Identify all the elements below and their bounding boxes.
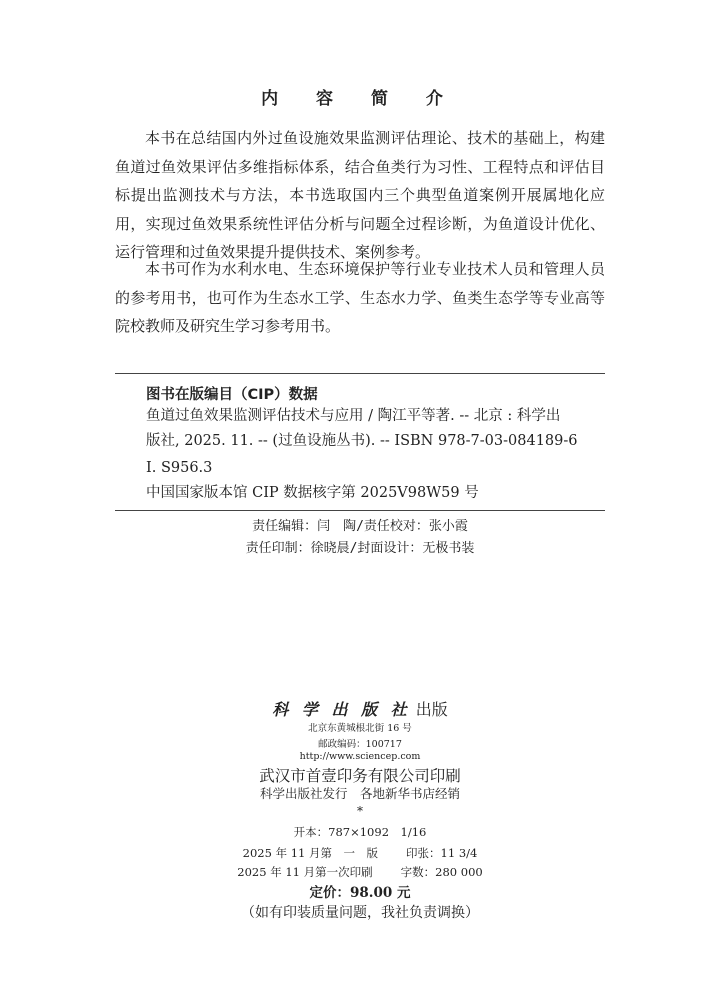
publisher-postcode: 邮政编码：100717 xyxy=(318,739,402,750)
summary-paragraph-2: 本书可作为水利水电、生态环境保护等行业专业技术人员和管理人员的参考用书，也可作为生态水工学、生态水力学、鱼类生态学等专业高等院校教师及研究生学习参考用书。 xyxy=(115,260,605,335)
publisher-suffix: 出版 xyxy=(415,700,448,719)
divider-bottom xyxy=(115,510,605,511)
cip-classification: I. S956.3 xyxy=(146,460,213,476)
sheets-info: 印张：11 3/4 xyxy=(406,846,478,860)
separator-star: * xyxy=(357,804,363,818)
edition-info: 2025 年 11 月第 一 版 xyxy=(242,846,379,860)
book-format: 开本：787×1092 1/16 xyxy=(293,825,427,839)
publisher-website: http://www.sciencep.com xyxy=(299,751,421,762)
summary-paragraph-1: 本书在总结国内外过鱼设施效果监测评估理论、技术的基础上，构建鱼道过鱼效果评估多维指标体系，结合鱼类行为习性、工程特点和评估目标提出监测技术与方法，本书选取国内三个典型鱼道案例开展属地化应用，实现过鱼效果系统性评估分析与问题全过程诊断，为鱼道设计优化、运行管理和过鱼效果提升提供技术、案例参考。 xyxy=(115,129,605,261)
cip-heading: 图书在版编目（CIP）数据 xyxy=(146,387,318,403)
cip-line-1: 鱼道过鱼效果监测评估技术与应用 / 陶江平等著. -- 北京 : 科学出 xyxy=(146,408,561,424)
printing-row xyxy=(0,864,720,880)
credits-production: 责任印制：徐晓晨/封面设计：无极书装 xyxy=(245,541,475,556)
printer-name: 武汉市首壹印务有限公司印刷 xyxy=(259,767,461,785)
credits-editors: 责任编辑：闫 陶/责任校对：张小霞 xyxy=(252,519,468,534)
divider-top xyxy=(115,373,605,374)
printing-info: 2025 年 11 月第一次印刷 xyxy=(237,865,373,879)
publisher-address: 北京东黄城根北街 16 号 xyxy=(308,723,412,734)
cip-line-2: 版社, 2025. 11. -- (过鱼设施丛书). -- ISBN 978-7-03-084189-6 xyxy=(146,433,578,449)
word-count: 字数：280 000 xyxy=(400,865,483,879)
edition-row xyxy=(0,845,720,861)
quality-notice: （如有印装质量问题，我社负责调换） xyxy=(241,905,479,921)
cip-record-number: 中国国家版本馆 CIP 数据核字第 2025V98W59 号 xyxy=(146,485,479,501)
publisher-name: 科 学 出 版 社 xyxy=(272,700,411,719)
page-title: 内 容 简 介 xyxy=(261,89,459,109)
distribution-line: 科学出版社发行 各地新华书店经销 xyxy=(259,786,460,801)
price: 定价：98.00 元 xyxy=(309,885,411,901)
publisher-line xyxy=(0,697,720,720)
